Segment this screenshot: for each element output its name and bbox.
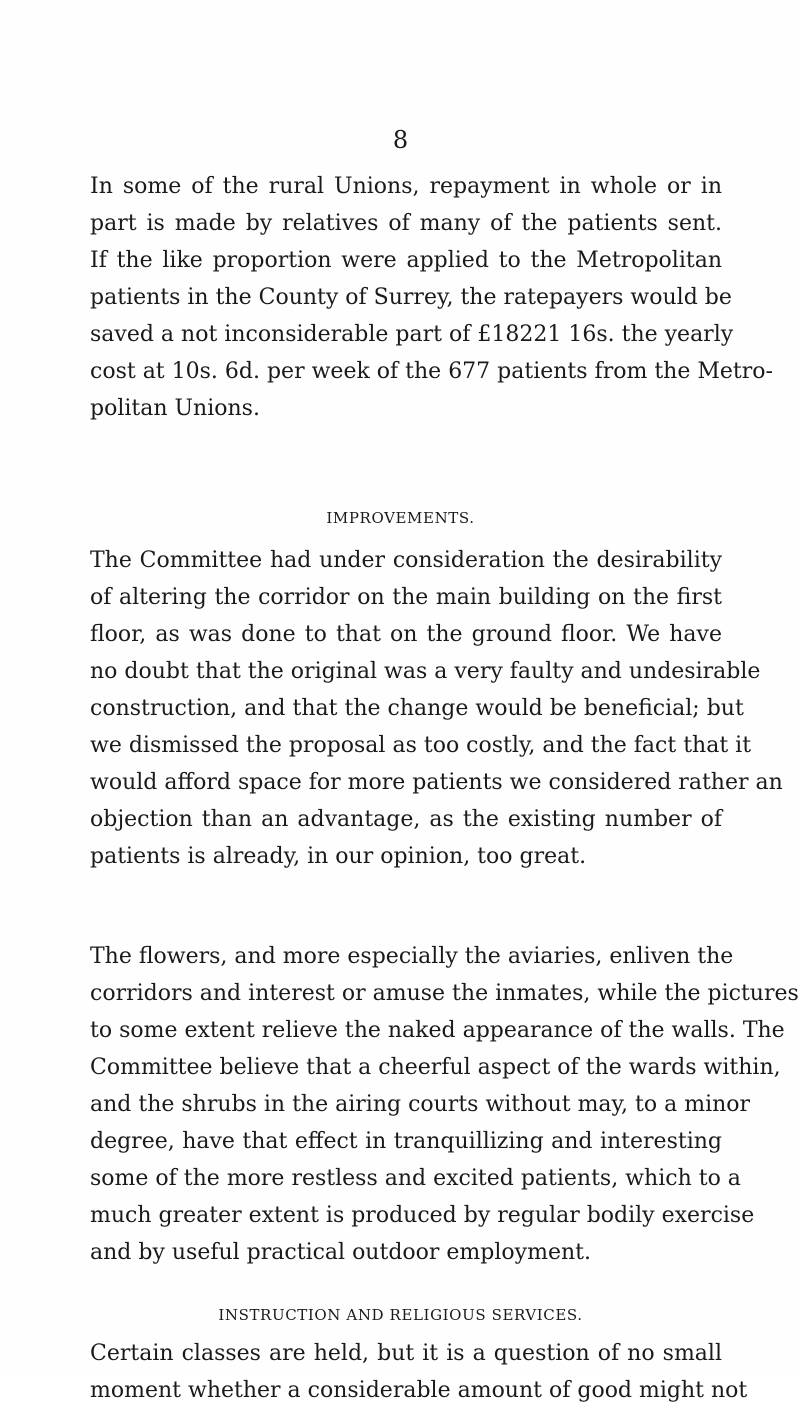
- text-line: objection than an advantage, as the existing number of: [90, 807, 722, 832]
- text-line: of altering the corridor on the main building on the first: [90, 585, 722, 610]
- text-line: saved a not inconsiderable part of £18221 16s. the yearly: [90, 322, 734, 347]
- text-line: and by useful practical outdoor employment.: [90, 1240, 591, 1265]
- section-heading-improvements: IMPROVEMENTS.: [326, 509, 475, 527]
- text-line: moment whether a considerable amount of good might not: [90, 1378, 748, 1403]
- text-line: part is made by relatives of many of the patients sent.: [90, 211, 722, 236]
- text-line: much greater extent is produced by regular bodily exercise: [90, 1203, 755, 1228]
- text-line: patients is already, in our opinion, too great.: [90, 844, 587, 869]
- text-line: If the like proportion were applied to the Metropolitan: [90, 248, 722, 273]
- text-line: degree, have that effect in tranquillizing and interesting: [90, 1129, 722, 1154]
- text-line: would afford space for more patients we considered rather an: [90, 770, 783, 795]
- paragraph-rural-unions: [90, 168, 773, 427]
- text-line: The flowers, and more especially the aviaries, enliven the: [90, 944, 734, 969]
- text-line: patients in the County of Surrey, the ratepayers would be: [90, 285, 732, 310]
- text-line: The Committee had under consideration the desirability: [90, 548, 722, 573]
- text-line: cost at 10s. 6d. per week of the 677 patients from the Metro-: [90, 359, 773, 384]
- text-line: Certain classes are held, but it is a question of no small: [90, 1341, 722, 1366]
- text-line: politan Unions.: [90, 396, 260, 421]
- text-line: we dismissed the proposal as too costly, and the fact that it: [90, 733, 752, 758]
- text-line: some of the more restless and excited patients, which to a: [90, 1166, 741, 1191]
- page-number: 8: [392, 126, 409, 154]
- text-line: to some extent relieve the naked appearance of the walls. The: [90, 1018, 785, 1043]
- section-heading-instruction: INSTRUCTION AND RELIGIOUS SERVICES.: [218, 1306, 583, 1324]
- paragraph-instruction: [90, 1335, 748, 1403]
- paragraph-flowers-aviaries: [90, 938, 799, 1271]
- text-line: no doubt that the original was a very faulty and undesirable: [90, 659, 761, 684]
- text-line: construction, and that the change would be beneficial; but: [90, 696, 744, 721]
- paragraph-improvements: [90, 542, 783, 875]
- text-line: corridors and interest or amuse the inmates, while the pictures: [90, 981, 799, 1006]
- text-line: floor, as was done to that on the ground floor. We have: [90, 622, 722, 647]
- text-line: Committee believe that a cheerful aspect of the wards within,: [90, 1055, 781, 1080]
- text-line: In some of the rural Unions, repayment in whole or in: [90, 174, 722, 199]
- text-line: and the shrubs in the airing courts without may, to a minor: [90, 1092, 751, 1117]
